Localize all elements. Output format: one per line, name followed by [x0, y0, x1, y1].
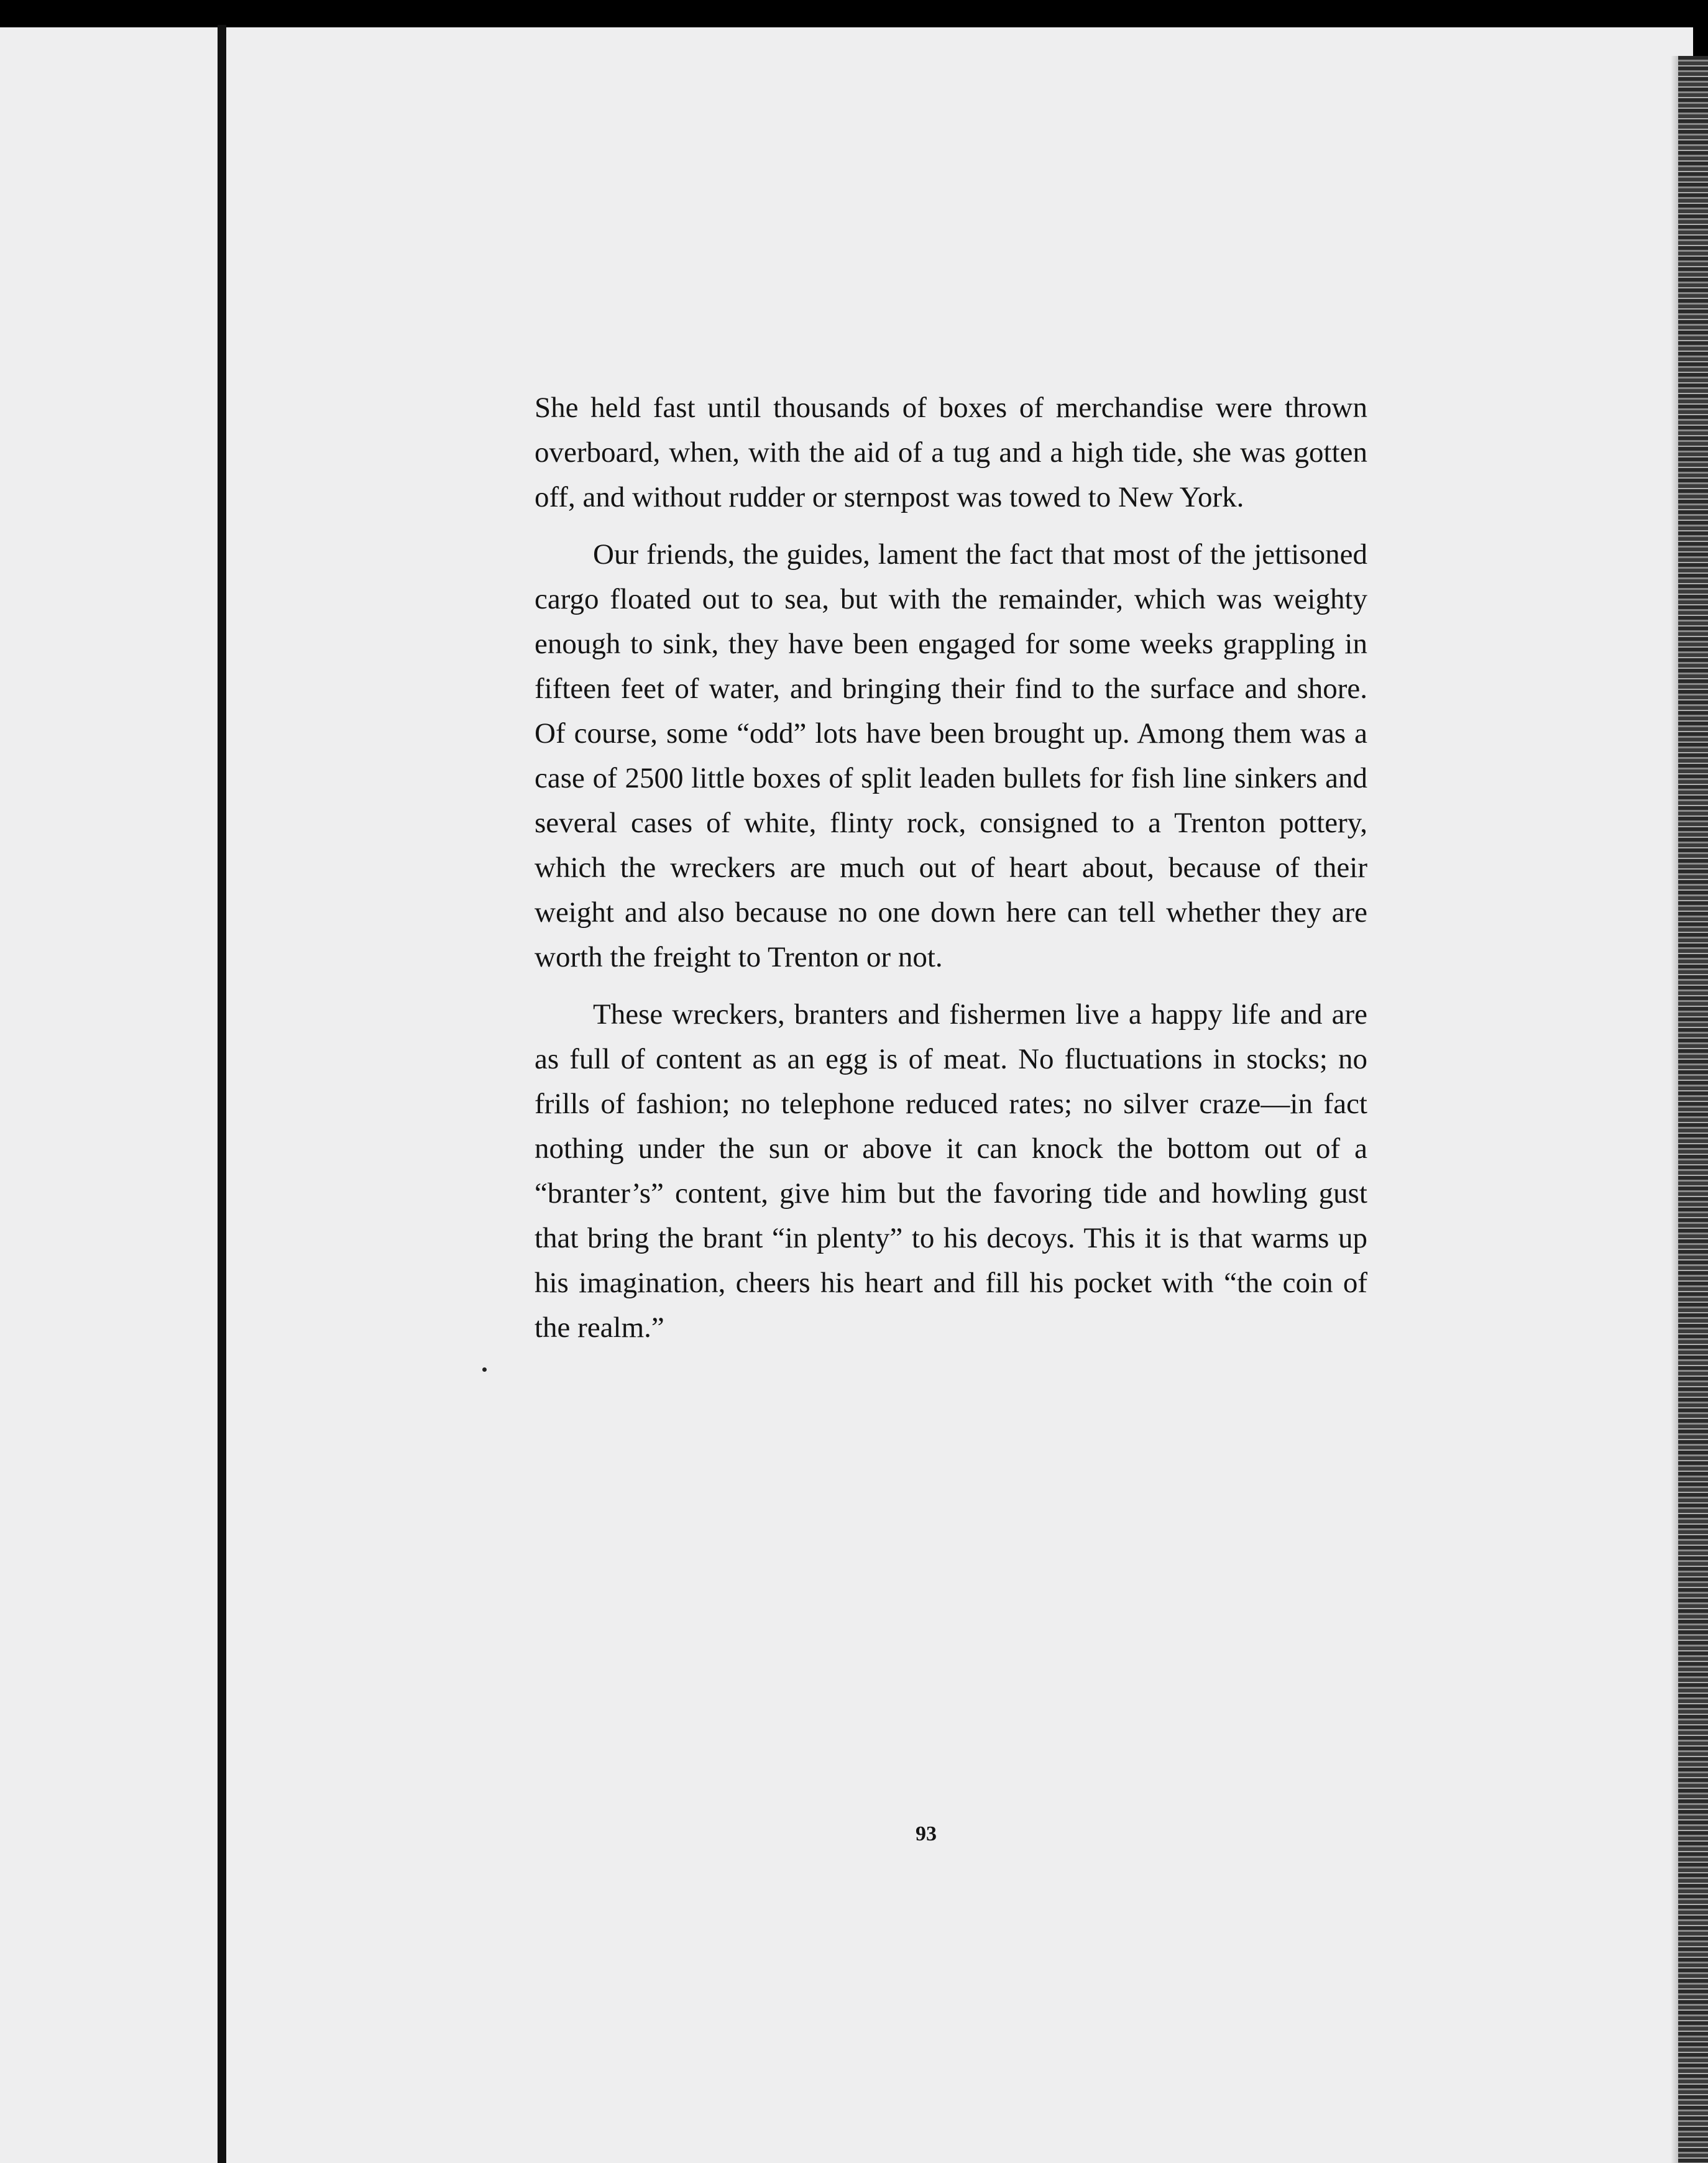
book-gutter: [218, 25, 226, 2163]
page-number: 93: [916, 1822, 937, 1845]
paragraph-3: These wreckers, branters and fishermen live a happy life and are as full of content as an egg is of meat. No fluctuations in stocks; no frills of fashion; no telephone reduced rates; no silver craze—in fact nothing under the sun or above it can knock the bottom out of a “branter’s” content, give him but the favoring tide and howling gust that bring the brant “in plenty” to his decoys. This it is that warms up his imagination, cheers his heart and fill his pocket with “the coin of the realm.”: [535, 998, 1367, 1344]
page-stack-edge: [1678, 56, 1708, 2163]
paragraph-2: Our friends, the guides, lament the fact that most of the jettisoned cargo floated out to sea, but with the remainder, which was weighty enough to sink, they have been engaged for some weeks grappling in fifteen feet of water, and bringing their find to the surface and shore. Of course, some “odd” lots have been brought up. Among them was a case of 2500 little boxes of split leaden bullets for fish line sinkers and several cases of white, flinty rock, consigned to a Trenton pottery, which the wreckers are much out of heart about, because of their weight and also because no one down here can tell whether they are worth the freight to Trenton or not.: [535, 538, 1367, 973]
left-page: [0, 27, 218, 2163]
paragraph-1: She held fast until thousands of boxes of merchandise were thrown overboard, when, with the aid of a tug and a high tide, she was gotten off, and without rudder or sternpost was towed to New York.: [535, 392, 1367, 513]
body-text: [535, 385, 1367, 1362]
stray-ink-dot: [482, 1367, 487, 1372]
